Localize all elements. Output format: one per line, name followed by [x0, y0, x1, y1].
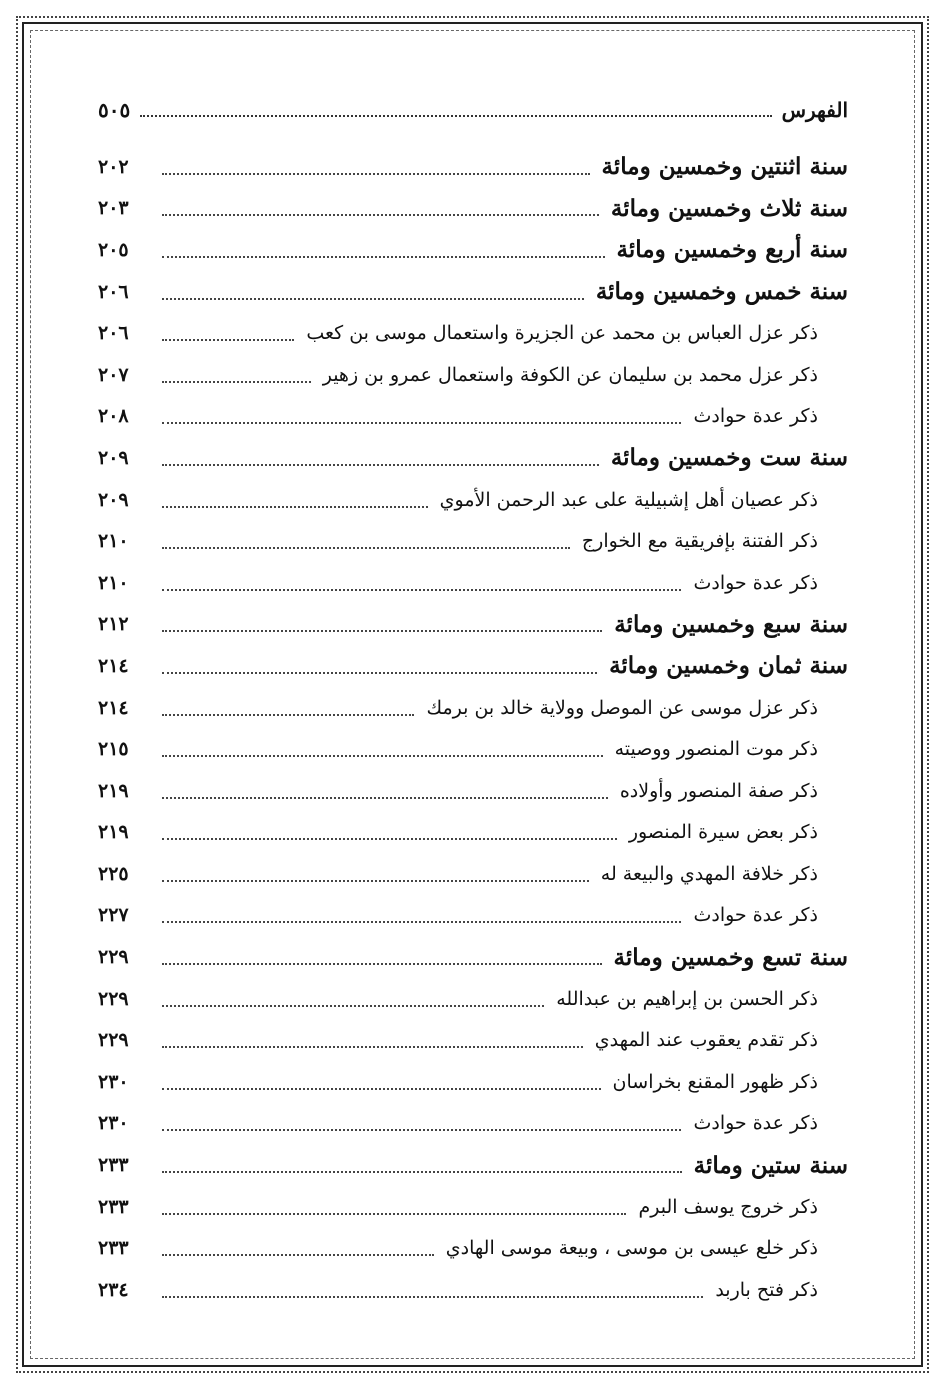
toc-entry-label: ذكر عزل العباس بن محمد عن الجزيرة واستعمال موسى بن كعب [306, 322, 818, 345]
toc-page-number: ٢٠٨ [98, 405, 129, 428]
toc-entry-label: ذكر عدة حوادث [693, 405, 818, 428]
toc-page-number: ٢٣٣ [98, 1195, 129, 1218]
toc-entry [98, 687, 848, 729]
toc-page-number: ٢٣٣ [98, 1154, 129, 1177]
leader-dots [162, 1088, 601, 1090]
running-header [98, 92, 848, 128]
toc-page-number: ٢٣٠ [98, 1070, 129, 1093]
toc-entry [98, 895, 848, 937]
toc-year-heading [98, 271, 848, 313]
toc-entry [98, 1227, 848, 1269]
toc-entry [98, 312, 848, 354]
toc-page-number: ٢٢٩ [98, 946, 129, 969]
toc-page-number: ٢١٠ [98, 530, 129, 553]
toc-entry [98, 1186, 848, 1228]
toc-page-number: ٢٣٤ [98, 1278, 129, 1301]
toc-page-number: ٢١٥ [98, 738, 129, 761]
toc-entry-label: ذكر عدة حوادث [693, 1112, 818, 1135]
toc-entry-label: سنة سبع وخمسين ومائة [614, 610, 848, 638]
toc-page-number: ٢٢٧ [98, 904, 129, 927]
toc-page-number: ٢٢٩ [98, 1029, 129, 1052]
toc-entry-label: ذكر تقدم يعقوب عند المهدي [594, 1029, 818, 1052]
toc-year-heading [98, 645, 848, 687]
toc-entry-label: سنة اثنتين وخمسين ومائة [601, 153, 848, 181]
toc-entry [98, 562, 848, 604]
toc-entry [98, 1269, 848, 1311]
toc-entry-label: ذكر عزل موسى عن الموصل وولاية خالد بن برمك [426, 696, 818, 719]
toc-year-heading [98, 437, 848, 479]
toc-year-heading [98, 936, 848, 978]
toc-entry [98, 728, 848, 770]
leader-dots [162, 672, 597, 674]
toc-entry-label: ذكر خلافة المهدي والبيعة له [600, 862, 818, 885]
leader-dots [162, 298, 584, 300]
toc-entry-label: ذكر الحسن بن إبراهيم بن عبدالله [556, 987, 818, 1010]
leader-dots [162, 1213, 626, 1215]
header-title: الفهرس [781, 98, 848, 122]
toc-page-number: ٢١٤ [98, 696, 129, 719]
toc-entry [98, 354, 848, 396]
leader-dots [162, 797, 608, 799]
leader-dots [162, 339, 294, 341]
toc-entry [98, 479, 848, 521]
toc-entry [98, 396, 848, 438]
toc-page-number: ٢٠٩ [98, 446, 129, 469]
leader-dots [162, 256, 605, 258]
leader-dots [162, 214, 599, 216]
leader-dots [162, 1254, 434, 1256]
leader-dots [162, 422, 681, 424]
toc-page-number: ٢٠٧ [98, 363, 129, 386]
leader-dots [162, 381, 311, 383]
header-page-number: ٥٠٥ [98, 98, 131, 122]
leader-dots [162, 755, 603, 757]
toc-entry-label: ذكر عدة حوادث [693, 571, 818, 594]
toc-year-heading [98, 604, 848, 646]
toc-entry [98, 812, 848, 854]
toc-entry-label: ذكر ظهور المقنع بخراسان [612, 1070, 818, 1093]
toc-year-heading [98, 229, 848, 271]
toc-entry-label: سنة ستين ومائة [693, 1151, 848, 1179]
leader-dots [162, 880, 589, 882]
toc-entry-label: ذكر صفة المنصور وأولاده [619, 779, 818, 802]
toc-entry-label: سنة ست وخمسين ومائة [610, 444, 848, 472]
toc-entry [98, 853, 848, 895]
toc-page-number: ٢٣٠ [98, 1112, 129, 1135]
toc-page-number: ٢١٢ [98, 613, 129, 636]
table-of-contents [98, 146, 848, 1311]
leader-dots [162, 506, 428, 508]
toc-entry-label: ذكر عزل محمد بن سليمان عن الكوفة واستعمال عمرو بن زهير [322, 363, 818, 386]
leader-dots [162, 1005, 544, 1007]
leader-dots [162, 714, 414, 716]
leader-dots [162, 1129, 681, 1131]
leader-dots [162, 1171, 682, 1173]
toc-entry-label: ذكر عدة حوادث [693, 904, 818, 927]
leader-dots [162, 921, 681, 923]
toc-entry-label: سنة تسع وخمسين ومائة [613, 943, 848, 971]
leader-dots [162, 589, 681, 591]
toc-page-number: ٢٣٣ [98, 1237, 129, 1260]
toc-year-heading [98, 1144, 848, 1186]
toc-page-number: ٢١٩ [98, 821, 129, 844]
toc-page-number: ٢٠٦ [98, 280, 129, 303]
leader-dots [162, 630, 602, 632]
leader-dots [162, 173, 590, 175]
toc-year-heading [98, 188, 848, 230]
toc-entry [98, 1061, 848, 1103]
leader-dots [162, 838, 617, 840]
toc-page-number: ٢١٠ [98, 571, 129, 594]
toc-page-number: ٢٢٥ [98, 862, 129, 885]
toc-entry [98, 1019, 848, 1061]
toc-entry-label: ذكر الفتنة بإفريقية مع الخوارج [581, 530, 818, 553]
toc-page-number: ٢١٩ [98, 779, 129, 802]
toc-entry [98, 520, 848, 562]
toc-entry-label: ذكر عصيان أهل إشبيلية على عبد الرحمن الأموي [439, 488, 818, 511]
toc-entry-label: ذكر موت المنصور ووصيته [614, 738, 818, 761]
toc-entry [98, 1103, 848, 1145]
toc-page-number: ٢٠٢ [98, 155, 129, 178]
toc-entry-label: سنة ثمان وخمسين ومائة [609, 652, 848, 680]
toc-entry-label: ذكر خلع عيسى بن موسى ، وبيعة موسى الهادي [445, 1237, 818, 1260]
toc-year-heading [98, 146, 848, 188]
toc-entry-label: سنة ثلاث وخمسين ومائة [610, 194, 848, 222]
toc-page-number: ٢٢٩ [98, 987, 129, 1010]
toc-page-number: ٢٠٥ [98, 238, 129, 261]
leader-dots [162, 1296, 703, 1298]
leader-dots [162, 1046, 583, 1048]
toc-entry-label: سنة خمس وخمسين ومائة [595, 278, 848, 306]
toc-page-number: ٢٠٦ [98, 322, 129, 345]
toc-entry-label: ذكر بعض سيرة المنصور [628, 821, 818, 844]
toc-entry-label: سنة أربع وخمسين ومائة [616, 236, 848, 264]
toc-entry-label: ذكر فتح باربد [715, 1278, 818, 1301]
toc-page-number: ٢٠٣ [98, 197, 129, 220]
toc-page-number: ٢٠٩ [98, 488, 129, 511]
leader-dots [140, 115, 771, 117]
toc-page-number: ٢١٤ [98, 654, 129, 677]
leader-dots [162, 963, 602, 965]
toc-entry [98, 770, 848, 812]
toc-entry [98, 978, 848, 1020]
leader-dots [162, 464, 599, 466]
leader-dots [162, 547, 570, 549]
toc-entry-label: ذكر خروج يوسف البرم [638, 1195, 818, 1218]
